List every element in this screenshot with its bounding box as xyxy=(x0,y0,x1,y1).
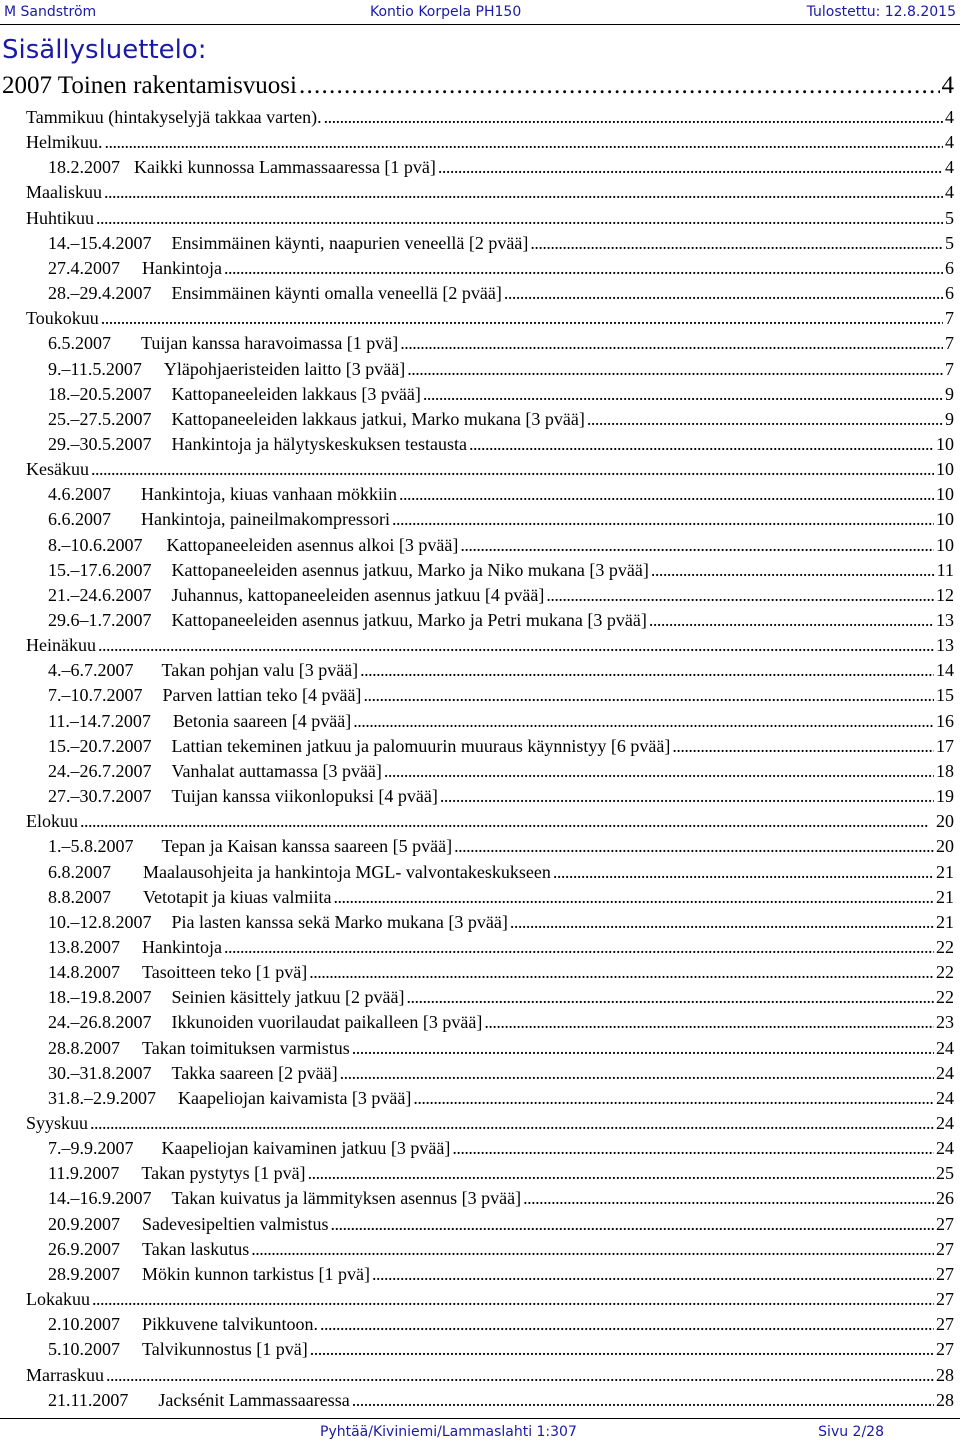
toc-entry-title: Syyskuu xyxy=(26,1113,89,1133)
toc-entry-label: Seinien käsittely jatkuu [2 pvää] xyxy=(171,987,405,1008)
toc-entry-label: Takan laskutus xyxy=(142,1238,250,1259)
footer-location: Pyhtää/Kiviniemi/Lammaslahti 1:307 xyxy=(320,1424,577,1440)
toc-page-number: 24 xyxy=(936,1113,954,1133)
toc-entry-title: 31.8.–2.9.2007 xyxy=(48,1087,156,1108)
toc-entry[interactable] xyxy=(26,179,954,203)
toc-entry-label: Parven lattian teko [4 pvää] xyxy=(162,685,362,706)
toc-entry[interactable] xyxy=(48,1387,954,1411)
toc-entry-title: 26.9.2007 xyxy=(48,1238,120,1259)
toc-page-number: 27 xyxy=(936,1213,954,1234)
toc-leader-dots xyxy=(320,1313,934,1335)
toc-leader-dots xyxy=(454,835,934,857)
toc-entry-title: 10.–12.8.2007 xyxy=(48,911,152,932)
toc-page-number: 23 xyxy=(936,1012,954,1033)
toc-entry-label: Sadevesipeltien valmistus xyxy=(142,1213,329,1234)
toc-leader-dots xyxy=(324,106,943,128)
toc-leader-dots xyxy=(406,986,934,1008)
toc-leader-dots xyxy=(392,508,934,530)
toc-entry[interactable] xyxy=(48,154,954,178)
toc-page-number: 22 xyxy=(936,962,954,983)
toc-entry-title: 18.–19.8.2007 xyxy=(48,987,152,1008)
toc-page-number: 28 xyxy=(936,1389,954,1410)
toc-entry[interactable] xyxy=(48,1236,954,1260)
toc-entry-label: Hankintoja xyxy=(142,936,222,957)
toc-leader-dots xyxy=(224,257,943,279)
toc-entry-title: Marraskuu xyxy=(26,1364,104,1385)
toc-entry[interactable] xyxy=(48,506,954,530)
toc-entry-title: 4.6.2007 xyxy=(48,484,111,505)
toc-leader-dots xyxy=(553,861,934,883)
toc-leader-dots xyxy=(413,1087,934,1109)
toc-entry-label: Talvikunnostus [1 pvä] xyxy=(142,1339,308,1360)
toc-entry-label: Kattopaneeleiden asennus jatkuu, Marko ja Petri mukana [3 pvää] xyxy=(171,610,647,630)
toc-entry-title: Helmikuu. xyxy=(26,132,103,153)
toc-entry-label: Ensimmäinen käynti, naapurien veneellä [2 pvää] xyxy=(171,232,529,253)
toc-page-number: 24 xyxy=(936,1037,954,1058)
toc-entry-title: Lokakuu xyxy=(26,1289,90,1310)
toc-entry[interactable] xyxy=(48,406,954,430)
toc-entry[interactable] xyxy=(48,1311,954,1335)
toc-page-number: 17 xyxy=(936,735,954,756)
toc-entry-title: 4.–6.7.2007 xyxy=(48,660,134,681)
toc-entry-title: 7.–9.9.2007 xyxy=(48,1138,134,1159)
toc-leader-dots xyxy=(308,1162,934,1184)
toc-page-number: 24 xyxy=(936,1138,954,1159)
toc-entry-title: 21.–24.6.2007 xyxy=(48,584,152,605)
toc-entry-title: 14.8.2007 xyxy=(48,962,120,983)
header-title: Kontio Korpela PH150 xyxy=(370,4,522,20)
toc-entry-title: 20.9.2007 xyxy=(48,1213,120,1234)
toc-entry-title: 6.6.2007 xyxy=(48,509,111,530)
toc-entry-label: Kaapeliojan kaivamista [3 pvää] xyxy=(178,1087,412,1108)
toc-page-number: 16 xyxy=(936,710,954,731)
toc-entry-title: 29.–30.5.2007 xyxy=(48,433,152,454)
toc-entry[interactable] xyxy=(48,356,954,380)
toc-page-number: 28 xyxy=(936,1364,954,1385)
toc-entry-title: 15.–17.6.2007 xyxy=(48,559,152,580)
toc-entry-title: Toukokuu xyxy=(26,308,99,329)
toc-leader-dots xyxy=(460,534,934,556)
toc-entry[interactable] xyxy=(48,859,954,883)
toc-entry-title: 13.8.2007 xyxy=(48,936,120,957)
toc-leader-dots xyxy=(423,383,943,405)
toc-page-number: 24 xyxy=(936,1062,954,1083)
toc-entry[interactable] xyxy=(26,104,954,128)
toc-entry[interactable] xyxy=(26,129,954,153)
toc-entry[interactable] xyxy=(26,456,954,480)
toc-page-number: 9 xyxy=(945,383,954,404)
header-print-date: Tulostettu: 12.8.2015 xyxy=(806,4,956,20)
toc-entry-title: 24.–26.7.2007 xyxy=(48,760,152,781)
toc-entry[interactable] xyxy=(26,1362,954,1386)
toc-page-number: 21 xyxy=(936,911,954,932)
toc-page-number: 5 xyxy=(945,232,954,253)
toc-entry-title: Elokuu xyxy=(26,811,78,832)
toc-title: Sisällysluettelo: xyxy=(2,35,207,65)
toc-leader-dots xyxy=(523,1187,934,1209)
toc-entry-title: 2007 Toinen rakentamisvuosi xyxy=(2,72,297,99)
toc-entry[interactable] xyxy=(26,1110,954,1134)
toc-entry[interactable] xyxy=(48,884,954,908)
toc-entry-title: 28.8.2007 xyxy=(48,1037,120,1058)
toc-leader-dots xyxy=(330,1213,934,1235)
toc-page-number: 25 xyxy=(936,1163,954,1184)
toc-entry[interactable] xyxy=(48,557,954,581)
toc-page-number: 27 xyxy=(936,1339,954,1360)
toc-entry-label: Kattopaneeleiden asennus alkoi [3 pvää] xyxy=(166,534,459,555)
toc-entry[interactable] xyxy=(48,1035,954,1059)
toc-leader-dots xyxy=(407,358,943,380)
toc-entry-title: 8.–10.6.2007 xyxy=(48,534,143,555)
toc-entry-title: 6.5.2007 xyxy=(48,333,111,354)
toc-leader-dots xyxy=(91,458,934,480)
toc-leader-dots xyxy=(98,634,934,656)
toc-entry-label: Takan toimituksen varmistus xyxy=(142,1037,350,1058)
toc-entry[interactable] xyxy=(48,1185,954,1209)
toc-page-number: 10 xyxy=(936,534,954,555)
toc-page-number: 5 xyxy=(945,207,954,228)
toc-entry-label: Tuijan kanssa haravoimassa [1 pvä] xyxy=(141,333,399,354)
toc-entry-label: Yläpohjaeristeiden laitto [3 pvää] xyxy=(163,358,406,379)
toc-page-number: 20 xyxy=(936,811,954,832)
toc-entry-label: Hankintoja xyxy=(142,257,222,278)
toc-page-number: 10 xyxy=(936,484,954,505)
toc-entry-label: Tasoitteen teko [1 pvä] xyxy=(142,962,308,983)
toc-entry-title: 9.–11.5.2007 xyxy=(48,358,142,379)
page-footer xyxy=(0,1418,960,1445)
toc-entry-label: Kattopaneeleiden lakkaus [3 pvää] xyxy=(171,383,421,404)
header-author: M Sandström xyxy=(4,4,97,20)
toc-page-number: 26 xyxy=(936,1188,954,1209)
footer-page-number: Sivu 2/28 xyxy=(818,1424,884,1440)
toc-entry[interactable] xyxy=(48,1085,954,1109)
toc-entry[interactable] xyxy=(48,708,954,732)
toc-entry-label: Kattopaneeleiden lakkaus jatkui, Marko mukana [3 pvää] xyxy=(171,408,585,429)
toc-entry[interactable] xyxy=(48,1009,954,1033)
toc-entry[interactable] xyxy=(26,632,954,656)
toc-entry-title: 27.–30.7.2007 xyxy=(48,786,152,807)
toc-leader-dots xyxy=(309,961,934,983)
toc-entry-label: Lattian tekeminen jatkuu ja palomuurin muuraus käynnistyy [6 pvää] xyxy=(171,735,671,756)
toc-leader-dots xyxy=(352,1389,934,1411)
toc-leader-dots xyxy=(438,156,943,178)
toc-page-number: 21 xyxy=(936,861,954,882)
toc-entry[interactable] xyxy=(48,783,954,807)
toc-entry[interactable] xyxy=(48,230,954,254)
toc-entry-label: Kaikki kunnossa Lammassaaressa [1 pvä] xyxy=(134,157,436,178)
toc-leader-dots xyxy=(104,181,943,203)
toc-entry-title: 28.9.2007 xyxy=(48,1263,120,1284)
toc-entry[interactable] xyxy=(48,481,954,505)
toc-entry-label: Pia lasten kanssa sekä Marko mukana [3 pvää] xyxy=(171,911,508,932)
toc-page-number: 22 xyxy=(936,987,954,1008)
toc-leader-dots xyxy=(106,1364,934,1386)
toc-entry-title: 18.–20.5.2007 xyxy=(48,383,152,404)
toc-page-number: 4 xyxy=(945,157,954,178)
toc-entry[interactable] xyxy=(48,1060,954,1084)
toc-page-number: 7 xyxy=(945,308,954,329)
toc-leader-dots xyxy=(546,584,934,606)
toc-entry-label: Mökin kunnon tarkistus [1 pvä] xyxy=(142,1263,370,1284)
toc-entry-label: Pikkuvene talvikuntoon. xyxy=(142,1314,318,1335)
toc-entry-title: 27.4.2007 xyxy=(48,257,120,278)
toc-leader-dots xyxy=(353,710,934,732)
toc-leader-dots xyxy=(400,332,943,354)
toc-leader-dots xyxy=(452,1137,934,1159)
toc-page-number: 11 xyxy=(936,559,954,580)
toc-entry[interactable] xyxy=(48,909,954,933)
toc-page-number: 20 xyxy=(936,836,954,857)
toc-entry-label: Ensimmäinen käynti omalla veneellä [2 pvää] xyxy=(171,283,502,304)
toc-entry[interactable] xyxy=(48,934,954,958)
toc-entry-title: 2.10.2007 xyxy=(48,1314,120,1335)
toc-page-number: 19 xyxy=(936,786,954,807)
toc-leader-dots xyxy=(340,1062,934,1084)
toc-entry[interactable] xyxy=(48,255,954,279)
toc-entry-title: 8.8.2007 xyxy=(48,886,111,907)
toc-page-number: 22 xyxy=(936,936,954,957)
toc-entry[interactable] xyxy=(48,959,954,983)
toc-entry-label: Kattopaneeleiden asennus jatkuu, Marko ja Niko mukana [3 pvää] xyxy=(171,559,649,580)
toc-page-number: 27 xyxy=(936,1238,954,1259)
toc-leader-dots xyxy=(649,609,934,631)
toc-page-number: 27 xyxy=(936,1263,954,1284)
toc-leader-dots xyxy=(504,282,943,304)
toc-page-number: 24 xyxy=(936,1087,954,1108)
toc-entry-title: Maaliskuu xyxy=(26,182,102,203)
toc-entry-title: 6.8.2007 xyxy=(48,861,111,882)
toc-page-number: 10 xyxy=(936,459,954,480)
toc-page-number: 6 xyxy=(945,283,954,304)
toc-entry-title: 1.–5.8.2007 xyxy=(48,836,134,857)
toc-entry-title: 7.–10.7.2007 xyxy=(48,685,143,706)
toc-page-number: 21 xyxy=(936,886,954,907)
toc-leader-dots xyxy=(105,131,944,153)
toc-entry[interactable] xyxy=(2,70,954,100)
toc-page-number: 12 xyxy=(936,584,954,605)
toc-entry-label: Kaapeliojan kaivaminen jatkuu [3 pvää] xyxy=(161,1138,451,1159)
toc-entry[interactable] xyxy=(48,1336,954,1360)
toc-leader-dots xyxy=(530,232,943,254)
toc-entry-label: Tepan ja Kaisan kanssa saareen [5 pvää] xyxy=(161,836,453,857)
toc-page-number: 27 xyxy=(936,1314,954,1335)
toc-leader-dots xyxy=(352,1037,934,1059)
toc-entry-title: 29.6–1.7.2007 xyxy=(48,610,152,630)
toc-entry-title: Heinäkuu xyxy=(26,635,96,656)
toc-entry-title: 21.11.2007 xyxy=(48,1389,129,1410)
toc-page-number: 10 xyxy=(936,509,954,530)
toc-entry[interactable] xyxy=(48,1160,954,1184)
toc-entry[interactable] xyxy=(48,758,954,782)
toc-leader-dots xyxy=(399,483,934,505)
toc-entry[interactable] xyxy=(48,532,954,556)
toc-page-number: 13 xyxy=(936,635,954,656)
toc-entry[interactable] xyxy=(48,682,954,706)
toc-page-number: 6 xyxy=(945,257,954,278)
toc-entry[interactable] xyxy=(48,984,954,1008)
toc-entry-title: 11.9.2007 xyxy=(48,1163,120,1184)
toc-entry-label: Takka saareen [2 pvää] xyxy=(171,1062,338,1083)
toc-page-number: 4 xyxy=(945,182,954,203)
toc-page-number: 10 xyxy=(936,433,954,454)
toc-page-number: 9 xyxy=(945,408,954,429)
toc-page-number: 4 xyxy=(945,107,954,127)
toc-leader-dots xyxy=(80,810,934,832)
toc-entry-title: 24.–26.8.2007 xyxy=(48,1012,152,1033)
toc-entry-title: 28.–29.4.2007 xyxy=(48,283,152,304)
toc-entry-title: 5.10.2007 xyxy=(48,1339,120,1360)
toc-leader-dots xyxy=(224,936,934,958)
toc-entry[interactable] xyxy=(48,431,954,455)
toc-entry[interactable] xyxy=(26,1286,954,1310)
toc-entry[interactable] xyxy=(48,657,954,681)
toc-entry-title: Kesäkuu xyxy=(26,459,89,480)
toc-leader-dots xyxy=(299,72,940,100)
toc-page-number: 18 xyxy=(936,760,954,781)
toc-leader-dots xyxy=(651,559,935,581)
toc-entry[interactable] xyxy=(26,305,954,329)
toc-entry-label: Ikkunoiden vuorilaudat paikalleen [3 pvää] xyxy=(171,1012,483,1033)
toc-entry-title: 15.–20.7.2007 xyxy=(48,735,152,756)
toc-entry-title: 30.–31.8.2007 xyxy=(48,1062,152,1083)
toc-page-number: 13 xyxy=(936,610,954,630)
toc-leader-dots xyxy=(587,408,943,430)
toc-leader-dots xyxy=(372,1263,934,1285)
toc-leader-dots xyxy=(672,735,934,757)
toc-entry-label: Jacksénit Lammassaaressa xyxy=(158,1389,350,1410)
toc-leader-dots xyxy=(92,1288,934,1310)
toc-entry-label: Vanhalat auttamassa [3 pvää] xyxy=(171,760,382,781)
toc-entry[interactable] xyxy=(48,280,954,304)
toc-leader-dots xyxy=(251,1238,934,1260)
toc-leader-dots xyxy=(384,760,934,782)
toc-entry[interactable] xyxy=(26,808,954,832)
toc-entry-label: Vetotapit ja kiuas valmiita xyxy=(143,886,332,907)
toc-page-number: 27 xyxy=(936,1289,954,1310)
toc-entry[interactable] xyxy=(48,381,954,405)
toc-leader-dots xyxy=(360,659,934,681)
toc-page-number: 7 xyxy=(945,358,954,379)
toc-entry-label: Hankintoja, kiuas vanhaan mökkiin xyxy=(141,484,397,505)
toc-entry-title: Tammikuu (hintakyselyjä takkaa varten). xyxy=(26,107,322,127)
toc-entry[interactable] xyxy=(48,1211,954,1235)
toc-entry-label: Takan pystytys [1 pvä] xyxy=(141,1163,306,1184)
toc-entry-label: Hankintoja ja hälytyskeskuksen testausta xyxy=(171,433,467,454)
toc-leader-dots xyxy=(90,1112,934,1134)
toc-entry-label: Takan pohjan valu [3 pvää] xyxy=(161,660,359,681)
toc-leader-dots xyxy=(484,1011,934,1033)
toc-leader-dots xyxy=(440,785,934,807)
toc-entry[interactable] xyxy=(48,330,954,354)
toc-page-number: 14 xyxy=(936,660,954,681)
toc-page-number: 4 xyxy=(945,132,954,153)
toc-page-number: 4 xyxy=(941,72,954,99)
toc-entry[interactable] xyxy=(48,1135,954,1159)
toc-leader-dots xyxy=(363,684,934,706)
toc-entry-label: Betonia saareen [4 pvää] xyxy=(172,710,352,731)
toc-entry[interactable] xyxy=(48,833,954,857)
toc-entry-title: Huhtikuu xyxy=(26,207,95,228)
toc-entry-title: 14.–16.9.2007 xyxy=(48,1188,152,1209)
toc-entry-label: Hankintoja, paineilmakompressori xyxy=(141,509,390,530)
toc-entry[interactable] xyxy=(48,733,954,757)
toc-leader-dots xyxy=(310,1338,934,1360)
toc-entry[interactable] xyxy=(48,582,954,606)
toc-entry-title: 25.–27.5.2007 xyxy=(48,408,152,429)
toc-entry[interactable] xyxy=(26,205,954,229)
toc-leader-dots xyxy=(96,207,943,229)
toc-leader-dots xyxy=(510,911,934,933)
toc-page-number: 15 xyxy=(936,685,954,706)
toc-entry-title: 14.–15.4.2007 xyxy=(48,232,152,253)
toc-entry-label: Takan kuivatus ja lämmityksen asennus [3 pvää] xyxy=(171,1188,522,1209)
toc-entry-label: Juhannus, kattopaneeleiden asennus jatkuu [4 pvää] xyxy=(171,584,545,605)
toc-entry-label: Tuijan kanssa viikonlopuksi [4 pvää] xyxy=(171,786,438,807)
toc-entry[interactable] xyxy=(48,1261,954,1285)
toc-entry[interactable] xyxy=(48,607,954,631)
toc-entry-title: 11.–14.7.2007 xyxy=(48,710,151,731)
toc-page-number: 7 xyxy=(945,333,954,354)
toc-leader-dots xyxy=(333,886,934,908)
toc-leader-dots xyxy=(469,433,934,455)
toc-leader-dots xyxy=(101,307,943,329)
toc-entry-label: Maalausohjeita ja hankintoja MGL- valvontakeskukseen xyxy=(143,861,551,882)
toc-entry-title: 18.2.2007 xyxy=(48,157,120,178)
